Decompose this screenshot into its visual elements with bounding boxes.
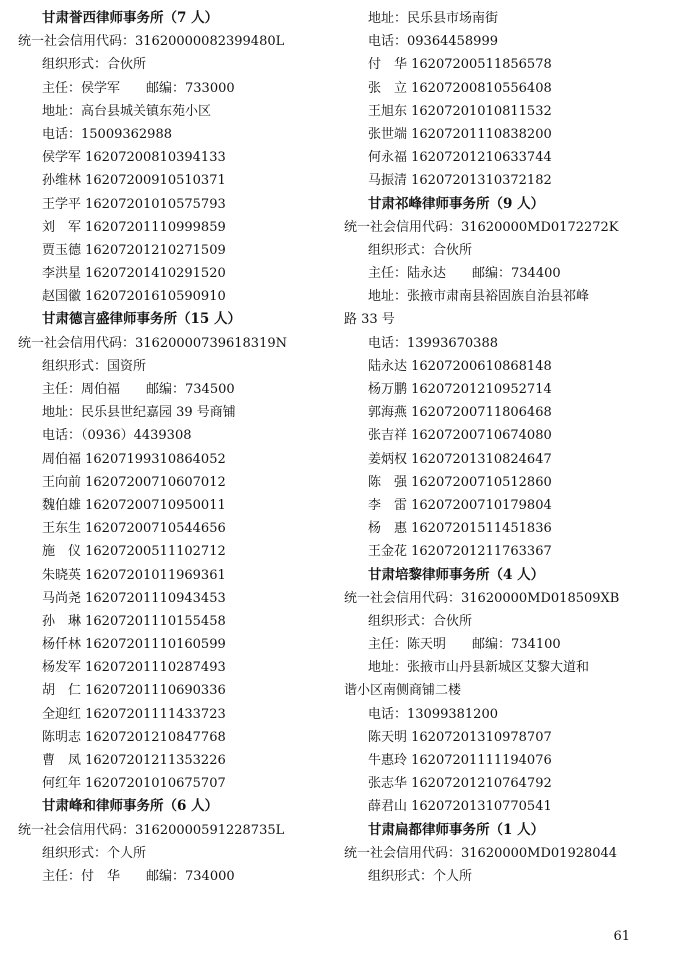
- text-line: 地址：张掖市肃南县裕固族自治县祁峰: [368, 289, 590, 305]
- text-line: 王向前 16207200710607012: [42, 474, 226, 490]
- text-line: 主任：侯学军 邮编：733000: [42, 80, 235, 96]
- text-line: 李 雷 16207200710179804: [368, 497, 552, 513]
- right-column: [344, 7, 669, 888]
- text-line: 组织形式：合伙所: [368, 613, 473, 629]
- text-line: 统一社会信用代码：31620000739618319N: [18, 335, 287, 351]
- text-line: 施 仪 16207200511102712: [42, 544, 226, 560]
- text-line: 电话：13993670388: [368, 335, 498, 351]
- text-line: 张志华 16207201210764792: [368, 776, 552, 792]
- text-line: 张 立 16207200810556408: [368, 80, 552, 96]
- text-line: 杨发军 16207201110287493: [42, 660, 226, 676]
- text-line: 侯学军 16207200810394133: [42, 150, 226, 166]
- text-line: 统一社会信用代码：31620000MD0172272K: [344, 219, 619, 235]
- text-line: 电话：13099381200: [368, 706, 498, 722]
- text-line: 胡 仁 16207201110690336: [42, 683, 226, 699]
- text-line: 魏伯雄 16207200710950011: [42, 497, 226, 513]
- text-line: 朱晓英 16207201011969361: [42, 567, 226, 583]
- text-line: 牛惠玲 16207201111194076: [368, 753, 552, 768]
- text-line: 地址：民乐县世纪嘉园 39 号商铺: [42, 405, 236, 421]
- text-line: 电话：09364458999: [368, 34, 498, 50]
- text-line: 付 华 16207200511856578: [368, 57, 552, 73]
- firm-heading: 甘肃扁都律师事务所（1 人）: [368, 821, 545, 838]
- text-line: 贾玉德 16207201210271509: [42, 242, 226, 258]
- text-line: 薛君山 16207201310770541: [368, 799, 552, 815]
- text-line: 统一社会信用代码：31620000082399480L: [18, 34, 285, 50]
- text-line: 全迎红 16207201111433723: [42, 706, 226, 722]
- text-line: 主任：陈天明 邮编：734100: [368, 637, 561, 653]
- firm-heading: 甘肃峰和律师事务所（6 人）: [42, 798, 219, 815]
- text-line: 张世端 16207201110838200: [368, 126, 552, 142]
- text-line: 张吉祥 16207200710674080: [368, 428, 552, 444]
- text-line: 陈明志 16207201210847768: [42, 729, 226, 745]
- text-line: 王东生 16207200710544656: [42, 521, 226, 537]
- text-line: 统一社会信用代码：31620000MD01928044: [344, 845, 618, 861]
- text-line: 何红年 16207201010675707: [42, 776, 226, 792]
- text-line: 统一社会信用代码：31620000591228735L: [18, 822, 285, 838]
- text-line: 谐小区南侧商铺二楼: [344, 683, 462, 699]
- firm-heading: 甘肃祁峰律师事务所（9 人）: [368, 195, 545, 212]
- text-line: 周伯福 16207199310864052: [42, 451, 226, 467]
- text-line: 陈天明 16207201310978707: [368, 729, 552, 745]
- text-line: 孙 琳 16207201110155458: [42, 613, 226, 629]
- text-line: 统一社会信用代码：31620000MD018509XB: [344, 590, 620, 606]
- text-line: 组织形式：国资所: [42, 358, 147, 374]
- text-line: 李洪星 16207201410291520: [42, 266, 226, 282]
- text-line: 地址：民乐县市场南街: [368, 11, 499, 26]
- text-line: 何永福 16207201210633744: [368, 150, 552, 166]
- firm-heading: 甘肃培黎律师事务所（4 人）: [368, 566, 545, 583]
- text-line: 地址：张掖市山丹县新城区艾黎大道和: [368, 660, 590, 676]
- firm-heading: 甘肃德言盛律师事务所（15 人）: [42, 311, 241, 328]
- text-line: 马振清 16207201310372182: [368, 173, 552, 189]
- firm-heading: 甘肃誉西律师事务所（7 人）: [42, 10, 219, 26]
- text-line: 王学平 16207201010575793: [42, 196, 226, 212]
- text-line: 组织形式：合伙所: [368, 242, 473, 258]
- text-line: 刘 军 16207201110999859: [42, 219, 226, 235]
- text-line: 赵国徽 16207201610590910: [42, 289, 226, 305]
- text-line: 主任：陆永达 邮编：734400: [368, 266, 561, 282]
- text-line: 孙维林 16207200910510371: [42, 173, 226, 189]
- text-line: 杨仟林 16207201110160599: [42, 637, 226, 653]
- page-number: 61: [613, 929, 630, 944]
- text-line: 主任：周伯福 邮编：734500: [42, 382, 235, 397]
- text-line: 组织形式：个人所: [368, 868, 473, 884]
- text-line: 陈 强 16207200710512860: [368, 474, 552, 490]
- text-line: 王旭东 16207201010811532: [368, 103, 552, 119]
- text-line: 姜炳权 16207201310824647: [368, 451, 552, 467]
- text-line: 杨万鹏 16207201210952714: [368, 382, 552, 397]
- text-line: 曹 凤 16207201211353226: [42, 753, 226, 768]
- text-line: 王金花 16207201211763367: [368, 544, 552, 560]
- text-line: 主任：付 华 邮编：734000: [42, 868, 235, 884]
- text-line: 路 33 号: [344, 312, 395, 328]
- text-line: 组织形式：个人所: [42, 845, 147, 861]
- text-line: 马尚尧 16207201110943453: [42, 590, 226, 606]
- text-line: 电话：15009362988: [42, 126, 172, 142]
- text-line: 地址：高台县城关镇东苑小区: [42, 103, 212, 119]
- text-line: 杨 惠 16207201511451836: [368, 521, 552, 537]
- left-column: [18, 7, 343, 888]
- text-line: 郭海燕 16207200711806468: [368, 405, 552, 421]
- text-line: 电话：（0936）4439308: [42, 428, 192, 444]
- text-line: 组织形式：合伙所: [42, 57, 147, 73]
- text-line: 陆永达 16207200610868148: [368, 358, 552, 374]
